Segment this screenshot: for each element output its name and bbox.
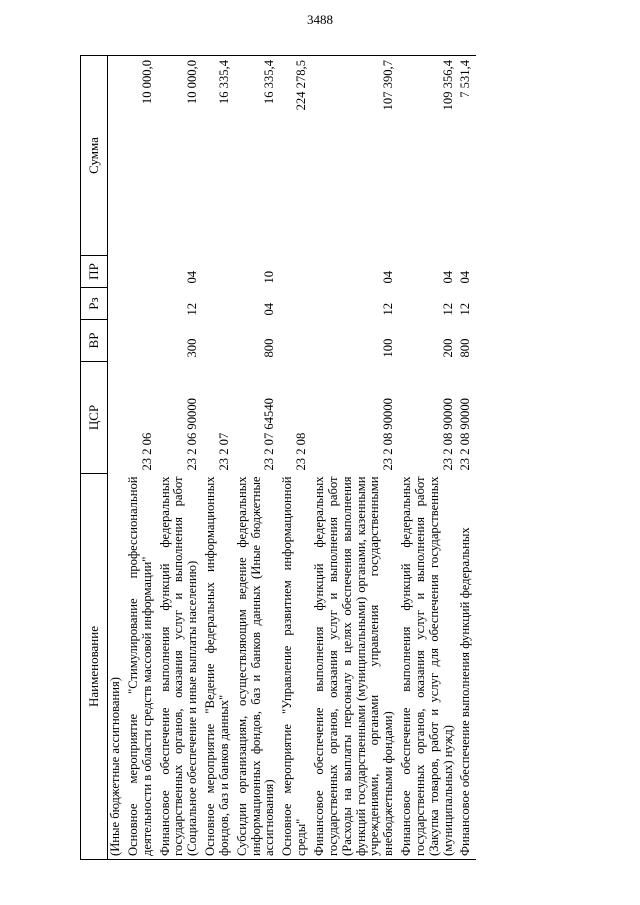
row-sum: 16 335,4: [235, 56, 281, 256]
row-name: Финансовое обеспечение выполнения функций федеральных государственных органов, оказания услуг и выполнения работ (Социальное обеспечение и иные выплаты населению): [158, 474, 204, 860]
row-csr: 23 2 08 90000: [458, 398, 473, 471]
header-sum: Сумма: [81, 56, 108, 256]
header-pr: ПР: [81, 256, 108, 288]
table-row: [280, 56, 312, 860]
row-vr: 300: [185, 338, 200, 358]
page-number: 3488: [307, 12, 333, 27]
row-sum: 10 000,0: [158, 56, 204, 256]
row-pr: [126, 256, 158, 288]
row-rz: 12: [440, 302, 455, 316]
row-name: Основное мероприятие "Стимулирование профессиональной деятельности в области средств массовой информации": [126, 474, 158, 860]
row-sum: 224 278,5: [280, 56, 312, 256]
header-rz: Рз: [81, 288, 108, 320]
row-vr: [280, 320, 312, 362]
budget-table-container: [80, 56, 615, 860]
table-row: [126, 56, 158, 860]
table-row: [312, 56, 399, 860]
row-rz: [108, 288, 126, 320]
table-row: [108, 56, 126, 860]
header-vr: ВР: [81, 320, 108, 362]
row-sum: 7 531,4: [458, 56, 476, 256]
row-rz: [203, 288, 235, 320]
row-pr: [203, 256, 235, 288]
row-rz: 04: [262, 302, 277, 316]
row-pr: 04: [185, 270, 200, 284]
row-rz: 12: [185, 302, 200, 316]
row-name: Финансовое обеспечение выполнения функций федеральных государственных органов, оказания услуг и выполнения работ (Расходы на выплаты персоналу в целях обеспечения выполнения функций государственными (муниципальными) органами, казенными учреждениями, органами управления государственными внебюджетными фондами): [312, 474, 399, 860]
budget-table: [80, 55, 476, 860]
row-sum: 16 335,4: [203, 56, 235, 256]
row-vr: [203, 320, 235, 362]
row-csr: 23 2 08: [294, 432, 309, 471]
row-vr: [108, 320, 126, 362]
row-name: Финансовое обеспечение выполнения функций федеральных: [458, 474, 476, 860]
row-csr: [108, 362, 126, 474]
table-row: [458, 56, 476, 860]
row-pr: 04: [381, 270, 396, 284]
row-pr: [280, 256, 312, 288]
row-vr: 100: [381, 338, 396, 358]
row-name: Финансовое обеспечение выполнения функций федеральных государственных органов, оказания услуг и выполнения работ (Закупка товаров, работ и услуг для обеспечения государственных (муниципальных) нужд): [399, 474, 458, 860]
row-pr: [108, 256, 126, 288]
row-name: Субсидии организациям, осуществляющим ведение федеральных информационных фондов, баз и банков данных (Иные бюджетные ассигнования): [235, 474, 281, 860]
row-csr: 23 2 08 90000: [381, 398, 396, 471]
row-vr: 800: [458, 338, 473, 358]
row-rz: [126, 288, 158, 320]
row-csr: 23 2 07: [216, 432, 231, 471]
header-name: Наименование: [81, 474, 108, 860]
row-csr: 23 2 07 64540: [262, 398, 277, 471]
row-rz: [280, 288, 312, 320]
table-header-row: [81, 56, 108, 860]
table-row: [203, 56, 235, 860]
row-rz: 12: [458, 302, 473, 316]
row-csr: 23 2 08 90000: [440, 398, 455, 471]
row-pr: 04: [440, 270, 455, 284]
row-name: (Иные бюджетные ассигнования): [108, 474, 126, 860]
row-pr: 10: [262, 270, 277, 284]
row-csr: 23 2 06 90000: [185, 398, 200, 471]
row-vr: [126, 320, 158, 362]
row-vr: 200: [440, 338, 455, 358]
row-name: Основное мероприятие "Ведение федеральных информационных фондов, баз и банков данных": [203, 474, 235, 860]
table-row: [235, 56, 281, 860]
header-csr: ЦСР: [81, 362, 108, 474]
row-vr: 800: [262, 338, 277, 358]
table-row: [399, 56, 458, 860]
row-sum: 10 000,0: [126, 56, 158, 256]
table-row: [158, 56, 204, 860]
row-rz: 12: [381, 302, 396, 316]
row-sum: 107 390,7: [312, 56, 399, 256]
row-sum: [108, 56, 126, 256]
row-sum: 109 356,4: [399, 56, 458, 256]
row-pr: 04: [458, 270, 473, 284]
row-name: Основное мероприятие "Управление развитием информационной среды": [280, 474, 312, 860]
row-csr: 23 2 06: [139, 432, 154, 471]
